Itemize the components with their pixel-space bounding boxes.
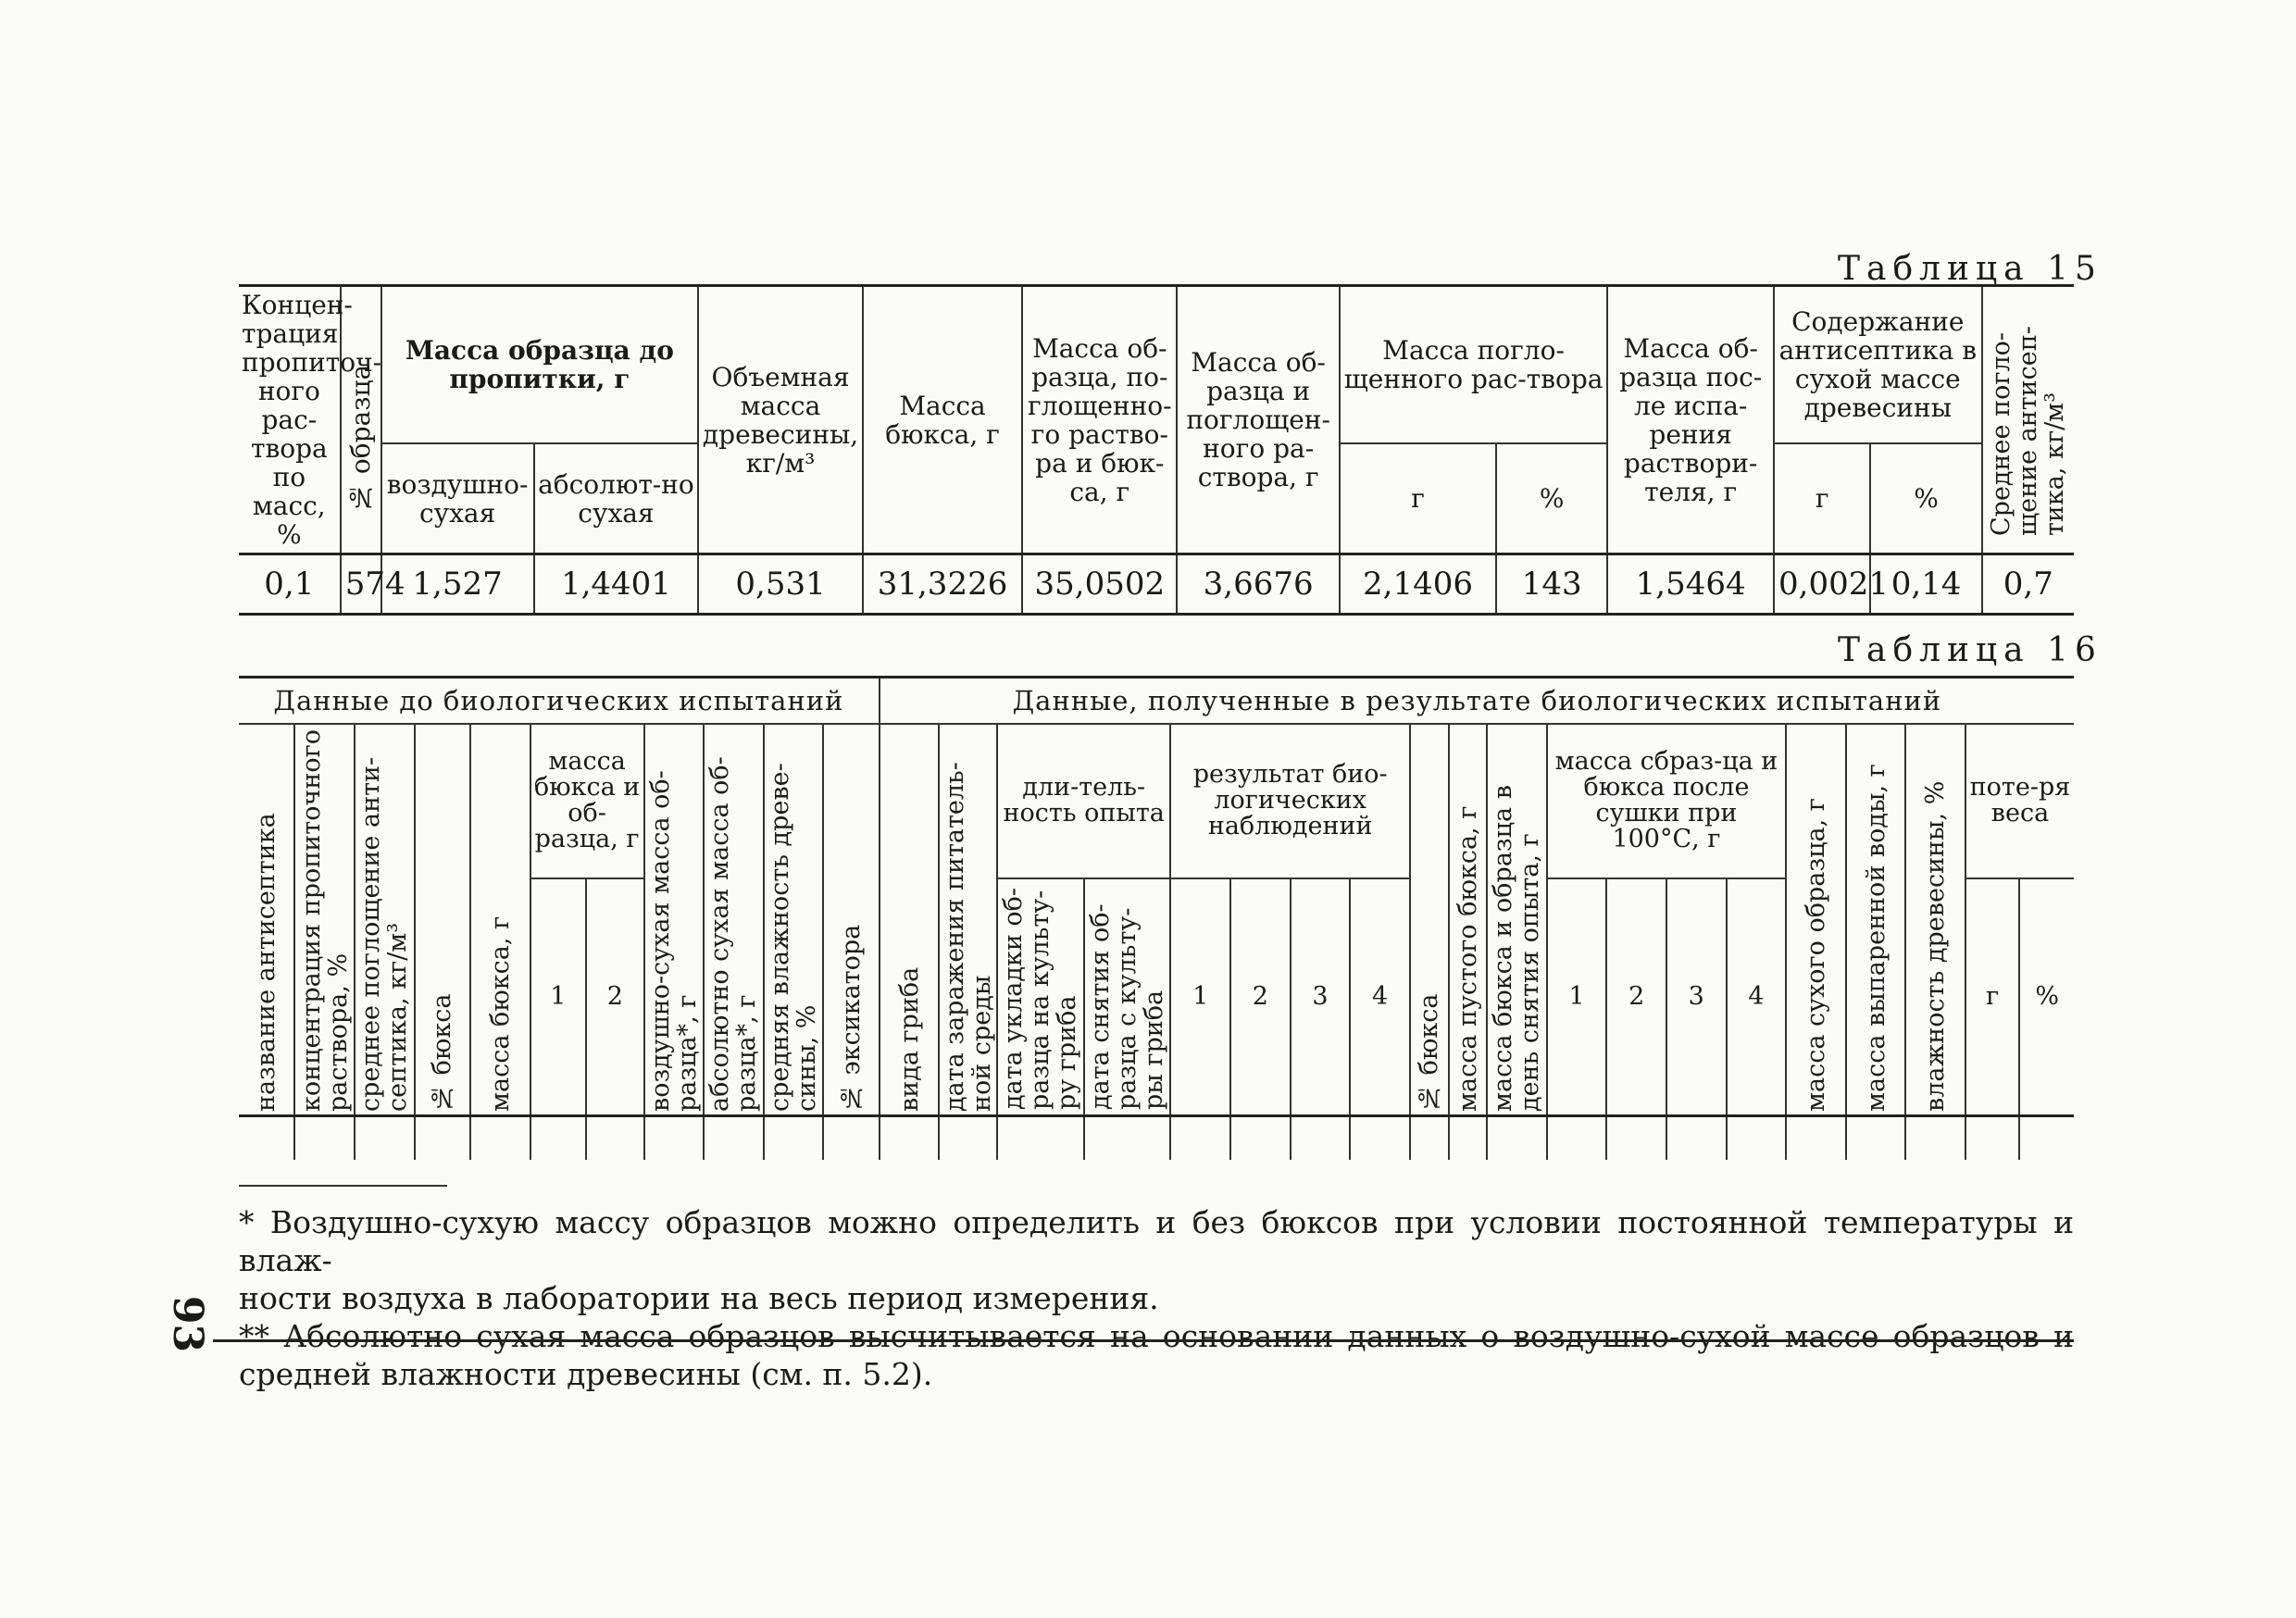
- cell: 0,14: [1870, 554, 1981, 615]
- h-bottle-sample-mass: масса бюкса и об-разца, г: [530, 724, 644, 878]
- h-concentration: концентрация пропиточного раствора, %: [294, 724, 355, 1116]
- footnote-1-line-1: * Воздушно-сухую массу образцов можно определить и без бюксов при условии постоянной температуры и влаж-: [239, 1204, 2074, 1278]
- h-r3: 3: [1291, 878, 1351, 1116]
- header-bottle-mass: Масса бюкса, г: [863, 286, 1022, 554]
- table16-caption: Таблица 16: [1838, 631, 2103, 669]
- h-fungus-type: вида гриба: [880, 724, 940, 1116]
- cell: 1,4401: [534, 554, 699, 615]
- h-d1: 1: [1547, 878, 1607, 1116]
- h-date-removed: дата снятия об-разца с культу-ры гриба: [1084, 878, 1171, 1116]
- h-evaporated-water: масса выпаренной воды, г: [1846, 724, 1906, 1116]
- header-concentration: Концен-трация пропиточ-ного рас-твора по масс, %: [239, 286, 341, 554]
- h-dry-sample-mass: масса сухого образца, г: [1786, 724, 1846, 1116]
- table-row: [239, 554, 2074, 615]
- h-col2: 2: [586, 878, 644, 1116]
- h-weight-loss: поте-ря веса: [1965, 724, 2074, 878]
- group-before: Данные до биологических испытаний: [239, 678, 880, 725]
- h-duration: дли-тель-ность опыта: [997, 724, 1171, 878]
- cell: 31,3226: [863, 554, 1022, 615]
- h-antiseptic-name: название антисептика: [239, 724, 294, 1116]
- h-col1: 1: [530, 878, 586, 1116]
- footnote-1-line-2: ности воздуха в лаборатории на весь период измерения.: [239, 1280, 1159, 1316]
- header-antiseptic-content: Содержание антисептика в сухой массе древесины: [1774, 286, 1982, 444]
- footnotes: [239, 1185, 2074, 1393]
- table-row: [239, 1116, 2074, 1161]
- h-bio-results: результат био-логических наблюдений: [1170, 724, 1409, 878]
- h-avg-absorption: среднее поглощение анти-септика, кг/м³: [355, 724, 415, 1116]
- h-loss-g: г: [1965, 878, 2019, 1116]
- header-abs-dry: абсолют-но сухая: [534, 443, 699, 554]
- cell: 0,0021: [1774, 554, 1870, 615]
- footnote-rule: [239, 1185, 447, 1187]
- header-unit-g2: г: [1774, 443, 1870, 554]
- h-abs-dry-mass: абсолютно сухая масса об-разца*, г: [704, 724, 764, 1116]
- cell: 0,7: [1982, 554, 2074, 615]
- group-after: Данные, полученные в результате биологических испытаний: [880, 678, 2074, 725]
- cell: 143: [1496, 554, 1607, 615]
- h-r2: 2: [1230, 878, 1291, 1116]
- h-infection-date: дата заражения питатель-ной среды: [939, 724, 997, 1116]
- header-volume-mass: Объемная масса древесины, кг/м³: [698, 286, 863, 554]
- header-mass-sample-solution: Масса об-разца и поглощен-ного ра-створа, г: [1177, 286, 1340, 554]
- h-exsiccator-no: № эксикатора: [823, 724, 880, 1116]
- cell: 0,1: [239, 554, 341, 615]
- header-unit-g: г: [1340, 443, 1496, 554]
- footnote-2-line-1: ** Абсолютно сухая масса образцов высчитывается на основании данных о воздушно-сухой массе образцов и: [239, 1318, 2074, 1354]
- cell: 574: [341, 554, 381, 615]
- h-bottle-mass: масса бюкса, г: [470, 724, 530, 1116]
- cell: 2,1406: [1340, 554, 1496, 615]
- cell: 35,0502: [1022, 554, 1177, 615]
- h-empty-bottle-mass: масса пустого бюкса, г: [1449, 724, 1488, 1116]
- table-15: [239, 284, 2074, 616]
- h-bottle-no2: № бюкса: [1410, 724, 1449, 1116]
- header-sample-no: № образца: [341, 286, 381, 554]
- table-16: [239, 676, 2074, 1160]
- header-mass-with-solution: Масса об-разца, по-глощенно-го раство-ра и бюк-са, г: [1022, 286, 1177, 554]
- header-unit-pct: %: [1496, 443, 1607, 554]
- h-r1: 1: [1170, 878, 1230, 1116]
- header-absorbed-solution: Масса погло-щенного рас-твора: [1340, 286, 1607, 444]
- h-air-dry-mass: воздушно-сухая масса об-разца*, г: [644, 724, 705, 1116]
- bottom-rule: [213, 1339, 2074, 1342]
- header-unit-pct2: %: [1870, 443, 1981, 554]
- header-mass-after-evap: Масса об-разца пос-ле испа-рения раствори-теля, г: [1607, 286, 1774, 554]
- h-r4: 4: [1350, 878, 1410, 1116]
- h-loss-pct: %: [2019, 878, 2074, 1116]
- page-number: 93: [164, 1295, 212, 1353]
- footnote-2-line-2: средней влажности древесины (см. п. 5.2).: [239, 1356, 933, 1392]
- h-wood-moisture: влажность древесины, %: [1905, 724, 1965, 1116]
- h-after-drying: масса сбраз-ца и бюкса после сушки при 100°С, г: [1547, 724, 1786, 878]
- header-avg-absorption: Среднее погло-щение антисеп-тика, кг/м³: [1982, 286, 2074, 554]
- h-avg-moisture: средняя влажность древе-сины, %: [764, 724, 824, 1116]
- cell: 1,5464: [1607, 554, 1774, 615]
- h-date-placed: дата укладки об-разца на культу-ру гриба: [997, 878, 1084, 1116]
- header-mass-before: Масса образца до пропитки, г: [381, 286, 699, 444]
- cell: 3,6676: [1177, 554, 1340, 615]
- h-d3: 3: [1666, 878, 1727, 1116]
- cell: 1,527: [381, 554, 534, 615]
- h-bottle-no: № бюкса: [415, 724, 470, 1116]
- h-d4: 4: [1727, 878, 1787, 1116]
- h-bottle-sample-removal: масса бюкса и образца в день снятия опыта, г: [1487, 724, 1547, 1116]
- header-air-dry: воздушно-сухая: [381, 443, 534, 554]
- cell: 0,531: [698, 554, 863, 615]
- table15-caption: Таблица 15: [1838, 250, 2103, 288]
- h-d2: 2: [1606, 878, 1666, 1116]
